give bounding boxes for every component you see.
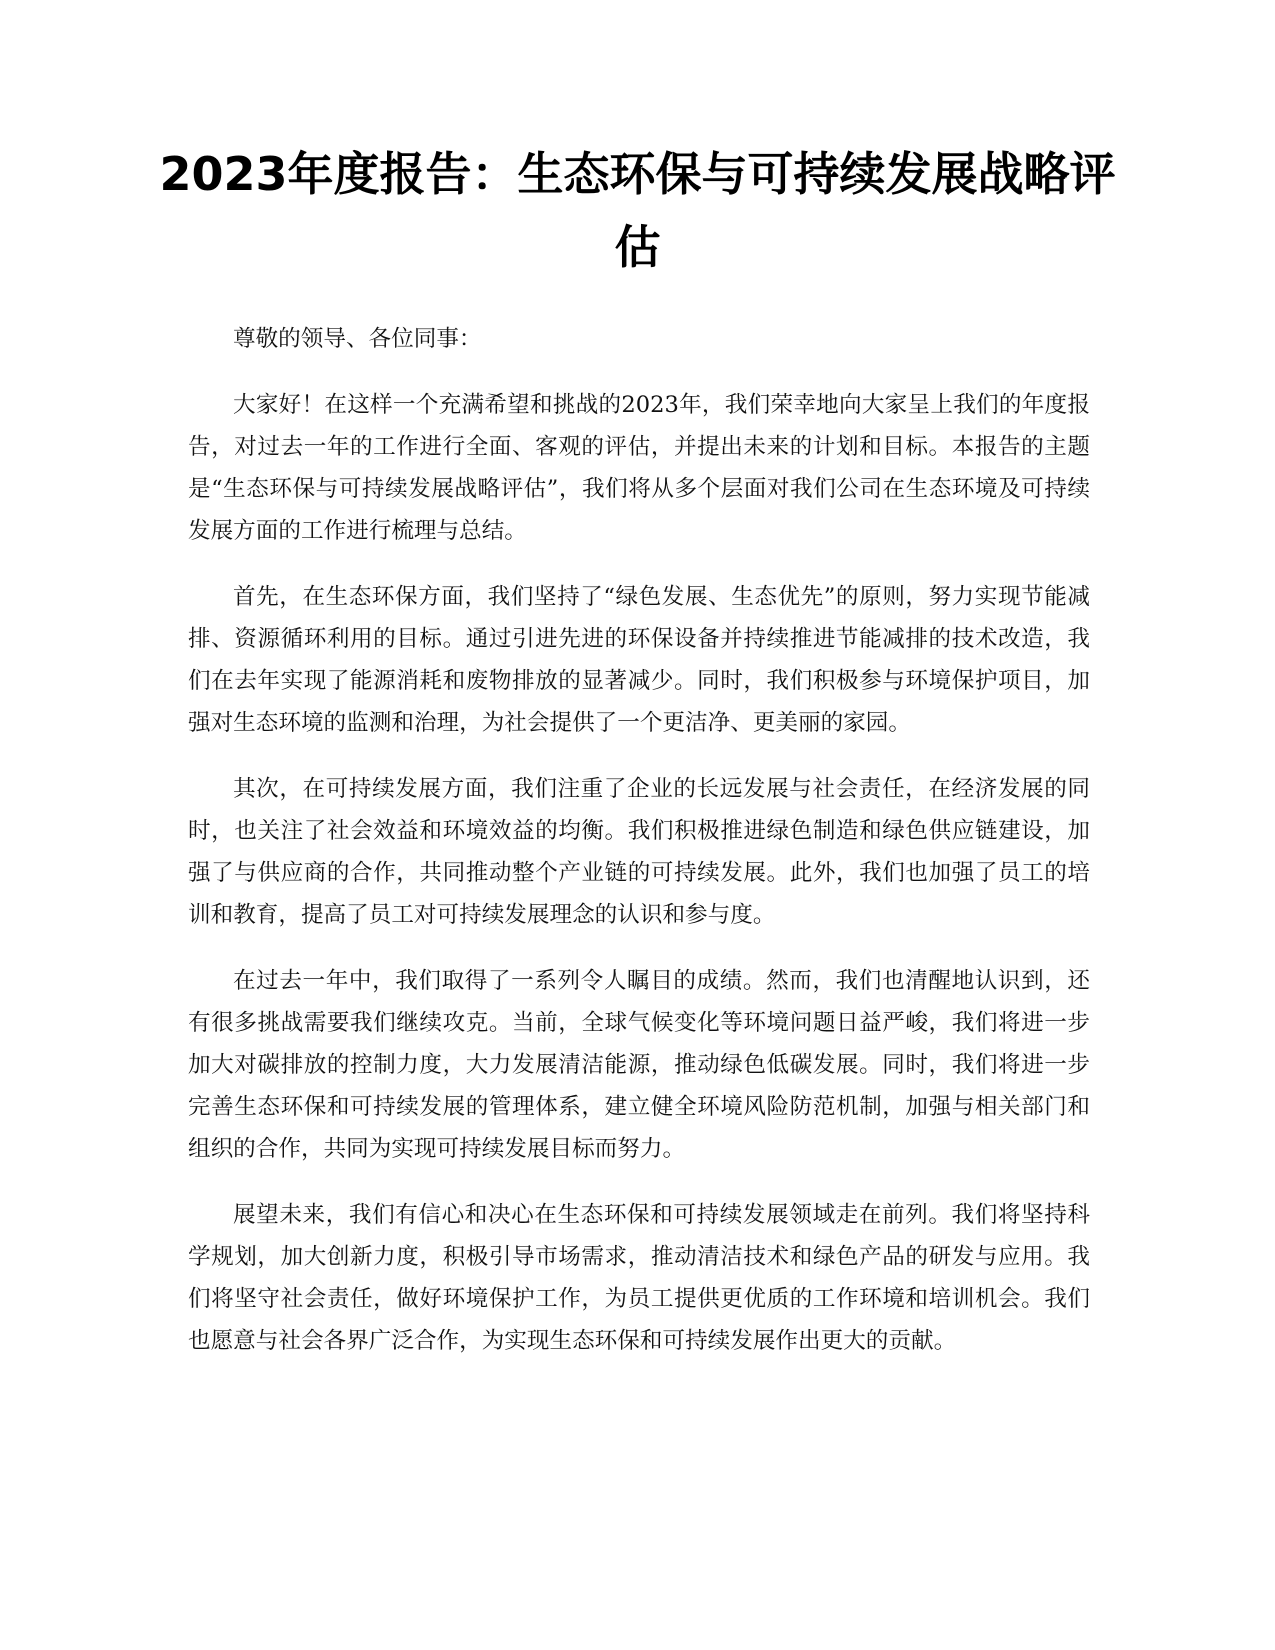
- document-body: [188, 318, 1090, 1386]
- paragraph: 展望未来，我们有信心和决心在生态环保和可持续发展领域走在前列。我们将坚持科学规划，加大创新力度，积极引导市场需求，推动清洁技术和绿色产品的研发与应用。我们将坚守社会责任，做好环境保护工作，为员工提供更优质的工作环境和培训机会。我们也愿意与社会各界广泛合作，为实现生态环保和可持续发展作出更大的贡献。: [188, 1202, 1090, 1354]
- salutation: 尊敬的领导、各位同事：: [233, 326, 482, 352]
- paragraph: 大家好！在这样一个充满希望和挑战的2023年，我们荣幸地向大家呈上我们的年度报告，对过去一年的工作进行全面、客观的评估，并提出未来的计划和目标。本报告的主题是“生态环保与可持续发展战略评估”，我们将从多个层面对我们公司在生态环境及可持续发展方面的工作进行梳理与总结。: [188, 392, 1090, 544]
- paragraph: 在过去一年中，我们取得了一系列令人瞩目的成绩。然而，我们也清醒地认识到，还有很多挑战需要我们继续攻克。当前，全球气候变化等环境问题日益严峻，我们将进一步加大对碳排放的控制力度，大力发展清洁能源，推动绿色低碳发展。同时，我们将进一步完善生态环保和可持续发展的管理体系，建立健全环境风险防范机制，加强与相关部门和组织的合作，共同为实现可持续发展目标而努力。: [188, 968, 1090, 1162]
- paragraph: 其次，在可持续发展方面，我们注重了企业的长远发展与社会责任，在经济发展的同时，也关注了社会效益和环境效益的均衡。我们积极推进绿色制造和绿色供应链建设，加强了与供应商的合作，共同推动整个产业链的可持续发展。此外，我们也加强了员工的培训和教育，提高了员工对可持续发展理念的认识和参与度。: [188, 776, 1090, 928]
- document-title: 2023年度报告：生态环保与可持续发展战略评估: [159, 147, 1116, 274]
- paragraph: 首先，在生态环保方面，我们坚持了“绿色发展、生态优先”的原则，努力实现节能减排、资源循环利用的目标。通过引进先进的环保设备并持续推进节能减排的技术改造，我们在去年实现了能源消耗和废物排放的显著减少。同时，我们积极参与环境保护项目，加强对生态环境的监测和治理，为社会提供了一个更洁净、更美丽的家园。: [188, 584, 1090, 736]
